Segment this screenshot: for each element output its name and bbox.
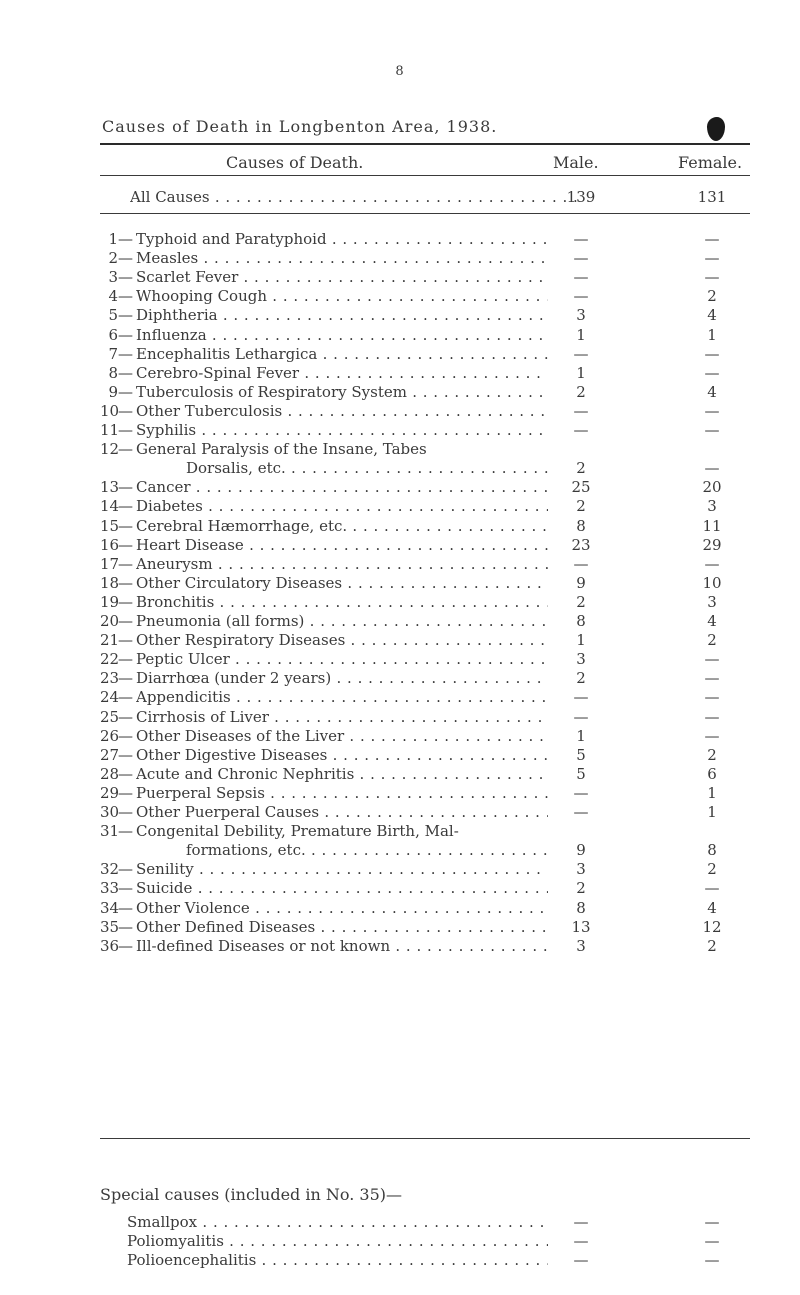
cause-label: Peptic Ulcer . . . — [136, 649, 548, 669]
cause-number: 34 — [100, 899, 120, 917]
cause-number: 27 — [100, 746, 120, 764]
male-count: — — [573, 1232, 589, 1250]
male-count: 2 — [576, 459, 586, 477]
cause-number: 3 — [108, 268, 118, 286]
table-row — [0, 420, 800, 440]
female-count: 4 — [707, 612, 717, 630]
female-count: 29 — [702, 536, 722, 554]
special-causes-heading: Special causes (included in No. 35)— — [100, 1185, 402, 1204]
cause-number: 36 — [100, 937, 120, 955]
table-row — [0, 477, 800, 497]
cause-dash: — — [118, 440, 133, 458]
cause-number: 4 — [108, 287, 118, 305]
cause-dash: — — [118, 593, 133, 611]
all-causes-label: All Causes . . . — [130, 187, 578, 207]
all-causes-male: 139 — [566, 188, 596, 206]
male-count: 25 — [571, 478, 591, 496]
special-cause-row — [0, 1250, 800, 1270]
cause-number: 5 — [108, 306, 118, 324]
male-count: 2 — [576, 497, 586, 515]
column-header-cause: Causes of Death. — [226, 153, 364, 172]
table-row — [0, 305, 800, 325]
cause-number: 16 — [100, 536, 120, 554]
cause-number: 10 — [100, 402, 120, 420]
female-count: — — [704, 1251, 720, 1269]
male-count: — — [573, 688, 589, 706]
male-count: 3 — [576, 937, 586, 955]
cause-number: 31 — [100, 822, 120, 840]
cause-number: 28 — [100, 765, 120, 783]
table-row-continuation — [0, 458, 800, 478]
cause-label: Other Defined Diseases . . . — [136, 917, 548, 937]
male-count: 5 — [576, 746, 586, 764]
male-count: 23 — [571, 536, 591, 554]
table-row — [0, 707, 800, 727]
table-row — [0, 745, 800, 765]
cause-dash: — — [118, 669, 133, 687]
female-count: 11 — [702, 517, 722, 535]
female-count: 2 — [707, 937, 717, 955]
cause-dash: — — [118, 555, 133, 573]
cause-number: 19 — [100, 593, 120, 611]
cause-label: Diphtheria . . . — [136, 305, 548, 325]
cause-dash: — — [118, 249, 133, 267]
cause-label: Other Digestive Diseases . . . — [136, 745, 548, 765]
cause-label: Cerebral Hæmorrhage, etc. . . . — [136, 516, 548, 536]
table-row — [0, 687, 800, 707]
cause-label: Polioencephalitis . . . — [127, 1250, 548, 1270]
cause-label: Encephalitis Lethargica . . . — [136, 344, 548, 364]
male-count: 3 — [576, 860, 586, 878]
male-count: 8 — [576, 517, 586, 535]
table-row — [0, 439, 800, 459]
all-causes-row — [0, 187, 800, 207]
cause-number: 11 — [100, 421, 120, 439]
table-row-continuation — [0, 840, 800, 860]
cause-label: Pneumonia (all forms) . . . — [136, 611, 548, 631]
cause-number: 33 — [100, 879, 120, 897]
female-count: — — [704, 402, 720, 420]
cause-number: 23 — [100, 669, 120, 687]
table-row — [0, 382, 800, 402]
cause-number: 14 — [100, 497, 120, 515]
male-count: 8 — [576, 612, 586, 630]
male-count: — — [573, 345, 589, 363]
male-count: 5 — [576, 765, 586, 783]
cause-number: 2 — [108, 249, 118, 267]
table-row — [0, 267, 800, 287]
male-count: 2 — [576, 383, 586, 401]
male-count: 2 — [576, 669, 586, 687]
page-number: 8 — [395, 64, 405, 79]
cause-label: Congenital Debility, Premature Birth, Mal- — [136, 822, 459, 840]
male-count: 2 — [576, 593, 586, 611]
cause-dash: — — [118, 402, 133, 420]
cause-dash: — — [118, 536, 133, 554]
cause-label: Influenza . . . — [136, 325, 548, 345]
cause-dash: — — [118, 517, 133, 535]
cause-number: 1 — [108, 230, 118, 248]
cause-label: Cerebro-Spinal Fever . . . — [136, 363, 548, 383]
female-count: 2 — [707, 631, 717, 649]
cause-label: Other Respiratory Diseases . . . — [136, 630, 548, 650]
cause-dash: — — [118, 727, 133, 745]
cause-dash: — — [118, 937, 133, 955]
cause-label: Appendicitis . . . — [136, 687, 548, 707]
special-cause-row — [0, 1212, 800, 1232]
female-count: — — [704, 249, 720, 267]
table-row — [0, 344, 800, 364]
table-row — [0, 248, 800, 268]
female-count: 4 — [707, 306, 717, 324]
male-count: 9 — [576, 574, 586, 592]
table-row — [0, 764, 800, 784]
cause-dash: — — [118, 287, 133, 305]
table-row — [0, 496, 800, 516]
cause-label: Puerperal Sepsis . . . — [136, 783, 548, 803]
table-row — [0, 611, 800, 631]
cause-dash: — — [118, 650, 133, 668]
female-count: — — [704, 421, 720, 439]
cause-number: 8 — [108, 364, 118, 382]
table-row — [0, 668, 800, 688]
female-count: 2 — [707, 746, 717, 764]
cause-label: Other Puerperal Causes . . . — [136, 802, 548, 822]
female-count: 1 — [707, 326, 717, 344]
table-row — [0, 649, 800, 669]
header-rule — [100, 175, 750, 176]
female-count: 1 — [707, 803, 717, 821]
cause-number: 15 — [100, 517, 120, 535]
table-row — [0, 592, 800, 612]
cause-label: Bronchitis . . . — [136, 592, 548, 612]
table-bottom-rule — [100, 1138, 750, 1139]
table-row — [0, 401, 800, 421]
female-count: — — [704, 345, 720, 363]
male-count: — — [573, 1251, 589, 1269]
cause-label: Senility . . . — [136, 859, 548, 879]
cause-label: Other Violence . . . — [136, 898, 548, 918]
cause-number: 29 — [100, 784, 120, 802]
cause-label: Cancer . . . — [136, 477, 548, 497]
male-count: 2 — [576, 879, 586, 897]
special-cause-row — [0, 1231, 800, 1251]
table-title: Causes of Death in Longbenton Area, 1938. — [102, 117, 498, 136]
all-causes-female: 131 — [697, 188, 727, 206]
male-count: 8 — [576, 899, 586, 917]
male-count: — — [573, 268, 589, 286]
cause-dash: — — [118, 765, 133, 783]
cause-dash: — — [118, 784, 133, 802]
female-count: — — [704, 230, 720, 248]
cause-number: 30 — [100, 803, 120, 821]
cause-dash: — — [118, 383, 133, 401]
male-count: — — [573, 402, 589, 420]
female-count: 8 — [707, 841, 717, 859]
cause-dash: — — [118, 899, 133, 917]
cause-dash: — — [118, 268, 133, 286]
female-count: 2 — [707, 860, 717, 878]
cause-label: Other Diseases of the Liver . . . — [136, 726, 548, 746]
cause-dash: — — [118, 478, 133, 496]
table-row — [0, 726, 800, 746]
cause-dash: — — [118, 306, 133, 324]
female-count: 3 — [707, 497, 717, 515]
female-count: — — [704, 1213, 720, 1231]
male-count: 9 — [576, 841, 586, 859]
table-row — [0, 936, 800, 956]
cause-dash: — — [118, 326, 133, 344]
cause-label: Whooping Cough . . . — [136, 286, 548, 306]
male-count: — — [573, 421, 589, 439]
cause-dash: — — [118, 345, 133, 363]
cause-dash: — — [118, 746, 133, 764]
cause-label: Suicide . . . — [136, 878, 548, 898]
female-count: — — [704, 1232, 720, 1250]
cause-number: 7 — [108, 345, 118, 363]
table-row — [0, 325, 800, 345]
male-count: — — [573, 1213, 589, 1231]
male-count: 3 — [576, 650, 586, 668]
cause-number: 25 — [100, 708, 120, 726]
cause-label: Dorsalis, etc. . . . — [186, 458, 548, 478]
cause-label: Diabetes . . . — [136, 496, 548, 516]
table-row — [0, 898, 800, 918]
cause-dash: — — [118, 822, 133, 840]
female-count: — — [704, 268, 720, 286]
table-row — [0, 917, 800, 937]
cause-label: Scarlet Fever . . . — [136, 267, 548, 287]
female-count: 6 — [707, 765, 717, 783]
table-row — [0, 554, 800, 574]
cause-number: 32 — [100, 860, 120, 878]
female-count: — — [704, 688, 720, 706]
female-count: 10 — [702, 574, 722, 592]
table-row — [0, 878, 800, 898]
cause-label: Other Tuberculosis . . . — [136, 401, 548, 421]
cause-number: 24 — [100, 688, 120, 706]
cause-dash: — — [118, 708, 133, 726]
column-header-male: Male. — [553, 153, 599, 172]
female-count: — — [704, 650, 720, 668]
cause-dash: — — [118, 574, 133, 592]
table-row — [0, 363, 800, 383]
cause-dash: — — [118, 230, 133, 248]
female-count: 2 — [707, 287, 717, 305]
male-count: 1 — [576, 326, 586, 344]
cause-dash: — — [118, 879, 133, 897]
cause-dash: — — [118, 860, 133, 878]
cause-number: 18 — [100, 574, 120, 592]
female-count: — — [704, 555, 720, 573]
cause-number: 21 — [100, 631, 120, 649]
table-row — [0, 535, 800, 555]
cause-label: Cirrhosis of Liver . . . — [136, 707, 548, 727]
cause-number: 13 — [100, 478, 120, 496]
cause-label: Acute and Chronic Nephritis . . . — [136, 764, 548, 784]
cause-label: Heart Disease . . . — [136, 535, 548, 555]
cause-dash: — — [118, 497, 133, 515]
male-count: 1 — [576, 364, 586, 382]
cause-label: Other Circulatory Diseases . . . — [136, 573, 548, 593]
cause-dash: — — [118, 688, 133, 706]
female-count: 12 — [702, 918, 722, 936]
cause-label: Smallpox . . . — [127, 1212, 548, 1232]
female-count: 4 — [707, 383, 717, 401]
cause-dash: — — [118, 631, 133, 649]
table-row — [0, 286, 800, 306]
table-row — [0, 802, 800, 822]
cause-number: 35 — [100, 918, 120, 936]
cause-label: Measles . . . — [136, 248, 548, 268]
cause-label: Poliomyalitis . . . — [127, 1231, 548, 1251]
cause-label: Diarrhœa (under 2 years) . . . — [136, 668, 548, 688]
cause-dash: — — [118, 364, 133, 382]
male-count: 3 — [576, 306, 586, 324]
table-row — [0, 229, 800, 249]
cause-label: Syphilis . . . — [136, 420, 548, 440]
female-count: — — [704, 708, 720, 726]
male-count: — — [573, 555, 589, 573]
female-count: 20 — [702, 478, 722, 496]
cause-dash: — — [118, 612, 133, 630]
cause-label: Ill-defined Diseases or not known . . . — [136, 936, 548, 956]
female-count: — — [704, 459, 720, 477]
cause-dash: — — [118, 918, 133, 936]
cause-label: Aneurysm . . . — [136, 554, 548, 574]
female-count: 4 — [707, 899, 717, 917]
cause-dash: — — [118, 421, 133, 439]
female-count: 1 — [707, 784, 717, 802]
all-causes-rule — [100, 213, 750, 214]
cause-number: 22 — [100, 650, 120, 668]
table-row — [0, 516, 800, 536]
cause-label: formations, etc. . . . — [186, 840, 548, 860]
table-row — [0, 821, 800, 841]
male-count: 13 — [571, 918, 591, 936]
cause-number: 20 — [100, 612, 120, 630]
table-row — [0, 783, 800, 803]
cause-number: 12 — [100, 440, 120, 458]
ink-blot — [707, 117, 725, 141]
male-count: — — [573, 249, 589, 267]
cause-label: Typhoid and Paratyphoid . . . — [136, 229, 548, 249]
column-header-female: Female. — [678, 153, 743, 172]
top-rule — [100, 143, 750, 145]
male-count: 1 — [576, 727, 586, 745]
female-count: — — [704, 364, 720, 382]
cause-number: 26 — [100, 727, 120, 745]
female-count: 3 — [707, 593, 717, 611]
cause-number: 6 — [108, 326, 118, 344]
table-row — [0, 630, 800, 650]
male-count: — — [573, 287, 589, 305]
cause-number: 9 — [108, 383, 118, 401]
male-count: 1 — [576, 631, 586, 649]
cause-label: Tuberculosis of Respiratory System . . . — [136, 382, 548, 402]
table-row — [0, 859, 800, 879]
male-count: — — [573, 803, 589, 821]
cause-number: 17 — [100, 555, 120, 573]
male-count: — — [573, 784, 589, 802]
male-count: — — [573, 230, 589, 248]
female-count: — — [704, 727, 720, 745]
female-count: — — [704, 669, 720, 687]
male-count: — — [573, 708, 589, 726]
female-count: — — [704, 879, 720, 897]
table-row — [0, 573, 800, 593]
cause-label: General Paralysis of the Insane, Tabes — [136, 440, 427, 458]
cause-dash: — — [118, 803, 133, 821]
